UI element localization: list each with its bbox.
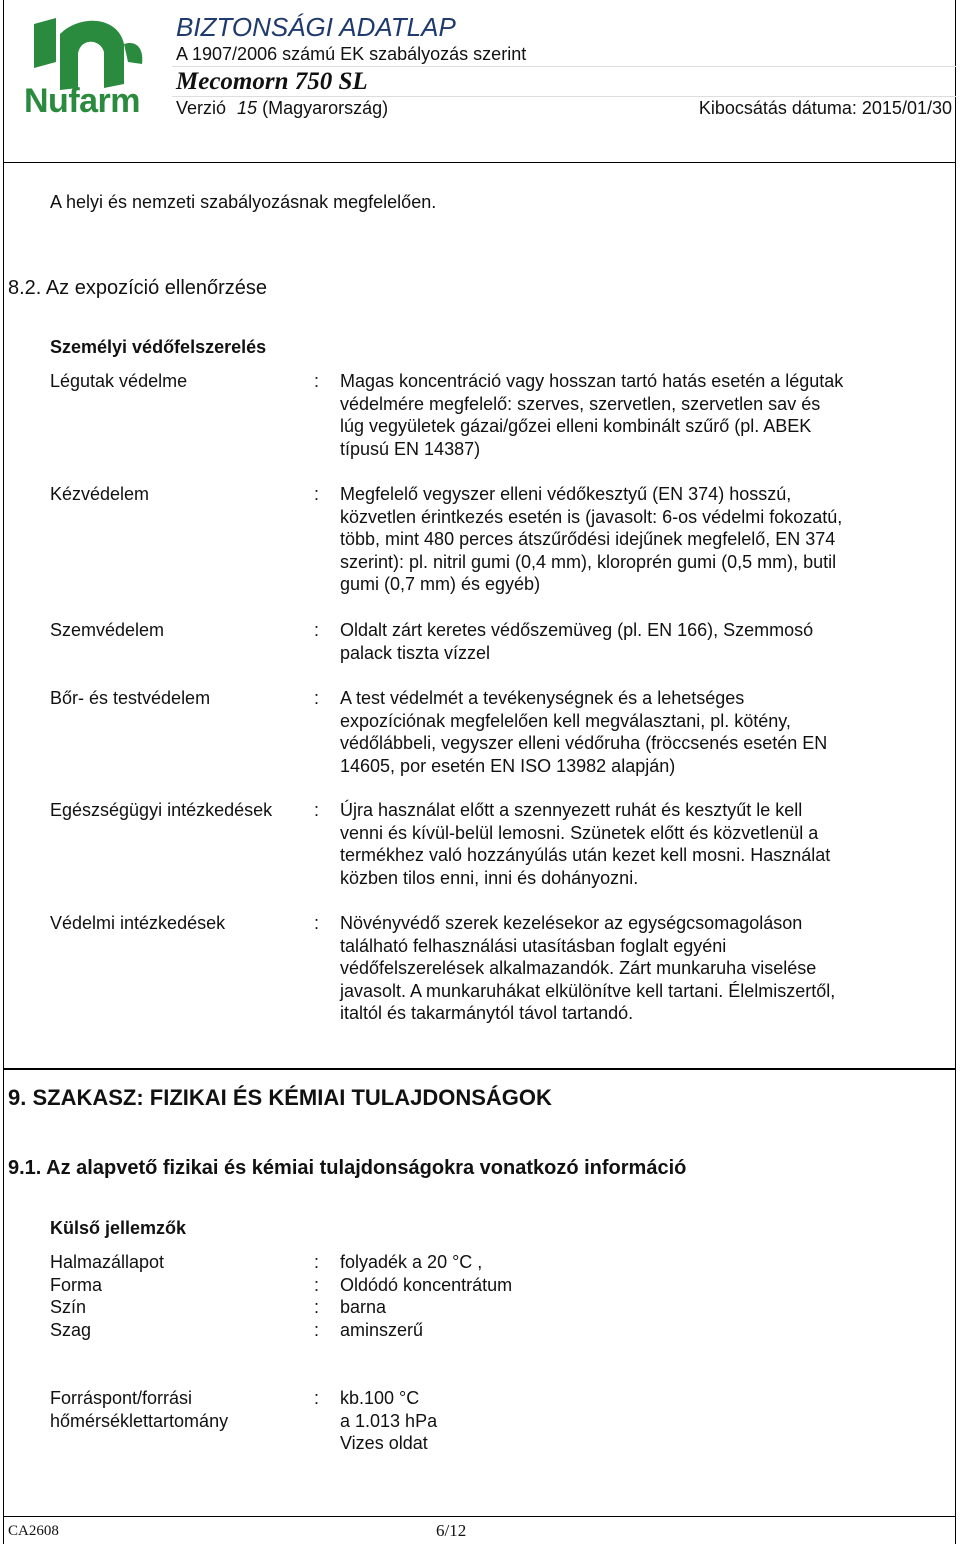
row-value-respiratory <box>340 370 900 460</box>
section-9-1-heading: 9.1. Az alapvető fizikai és kémiai tulajdonságokra vonatkozó információ <box>8 1157 687 1179</box>
text-line: Magas koncentráció vagy hosszan tartó hatás esetén a légutak <box>340 371 844 391</box>
row-label-protective: Védelmi intézkedések <box>50 913 226 933</box>
header-divider <box>172 66 956 67</box>
row-value-hand <box>340 483 900 596</box>
section-rule <box>4 1068 955 1070</box>
row-colon: : <box>314 620 320 640</box>
page-border-right <box>955 0 956 1544</box>
footer-doc-code: CA2608 <box>8 1523 59 1539</box>
header-divider <box>172 96 956 97</box>
prop-label-boiling <box>50 1387 228 1432</box>
section-9-heading: 9. SZAKASZ: FIZIKAI ÉS KÉMIAI TULAJDONSÁGOK <box>8 1085 552 1110</box>
logo-wordmark: Nufarm <box>24 82 141 120</box>
footer-rule <box>4 1516 955 1517</box>
text-line: kb.100 °C <box>340 1388 420 1408</box>
footer-page-number: 6/12 <box>436 1521 467 1540</box>
text-line: venni és kívül-belül lemosni. Szünetek előtt és közvetlenül a <box>340 822 819 843</box>
row-label-hygiene: Egészségügyi intézkedések <box>50 800 273 820</box>
text-line: A test védelmét a tevékenységnek és a lehetséges <box>340 688 745 708</box>
prop-label-state: Halmazállapot <box>50 1252 165 1272</box>
text-line: hőmérséklettartomány <box>50 1410 229 1431</box>
row-colon: : <box>314 1275 320 1295</box>
regulation-line: A 1907/2006 számú EK szabályozás szerint <box>176 44 527 64</box>
text-line: típusú EN 14387) <box>340 438 481 459</box>
row-colon: : <box>314 1297 320 1317</box>
prop-label-odor: Szag <box>50 1320 92 1340</box>
text-line: expozíciónak megfelelően kell megválasztani, pl. kötény, <box>340 710 791 731</box>
row-label-hand: Kézvédelem <box>50 484 150 504</box>
row-label-respiratory: Légutak védelme <box>50 371 188 391</box>
text-line: szerint): pl. nitril gumi (0,4 mm), kloroprén gumi (0,5 mm), butil <box>340 551 837 572</box>
text-line: termékhez való hozzányúlás után kezet kell mosni. Használat <box>340 845 831 865</box>
text-line: italtól és takarmánytól távol tartandó. <box>340 1003 634 1023</box>
prop-value-form: Oldódó koncentrátum <box>340 1275 513 1295</box>
text-line: Oldalt zárt keretes védőszemüveg (pl. EN 166), Szemmosó <box>340 620 814 640</box>
text-line: lúg vegyületek gázai/gőzei elleni kombinált szűrő (pl. ABEK <box>340 416 812 436</box>
prop-value-odor: aminszerű <box>340 1320 424 1340</box>
page-border-left <box>3 0 4 1544</box>
version-line <box>176 98 388 119</box>
document-title: BIZTONSÁGI ADATLAP <box>176 12 456 42</box>
text-line: közvetlen érintkezés esetén is (javasolt: 6-os védelmi fokozatú, <box>340 506 843 527</box>
prop-value-color: barna <box>340 1297 387 1317</box>
text-line: Újra használat előtt a szennyezett ruhát és kesztyűt le kell <box>340 800 803 820</box>
text-line: védőfelszerelések alkalmazandók. Zárt munkaruha viselése <box>340 958 817 978</box>
row-value-hygiene <box>340 799 900 889</box>
version-number: 15 <box>237 98 258 118</box>
row-label-skin: Bőr- és testvédelem <box>50 688 211 708</box>
text-line: 14605, por esetén EN ISO 13982 alapján) <box>340 755 676 776</box>
text-line: Megfelelő vegyszer elleni védőkesztyű (EN 374) hosszú, <box>340 484 792 504</box>
text-line: gumi (0,7 mm) és egyéb) <box>340 574 541 594</box>
row-value-eye <box>340 619 900 664</box>
row-colon: : <box>314 484 320 504</box>
prop-label-form: Forma <box>50 1275 103 1295</box>
prop-value-state: folyadék a 20 °C , <box>340 1252 483 1272</box>
text-line: palack tiszta vízzel <box>340 642 491 663</box>
row-colon: : <box>314 913 320 933</box>
text-line: Forráspont/forrási <box>50 1388 193 1408</box>
text-line: Növényvédő szerek kezelésekor az egységcsomagoláson <box>340 913 803 933</box>
row-value-protective <box>340 912 900 1025</box>
row-label-eye: Szemvédelem <box>50 620 165 640</box>
text-line: javasolt. A munkaruhákat elkülönítve kell tartani. Élelmiszertől, <box>340 980 836 1001</box>
text-line: védőlábbeli, vegyszer elleni védőruha (fröccsenés esetén EN <box>340 733 828 753</box>
ppe-subheading: Személyi védőfelszerelés <box>50 337 267 357</box>
text-line: közben tilos enni, inni és dohányozni. <box>340 867 639 888</box>
intro-text: A helyi és nemzeti szabályozásnak megfelelően. <box>50 192 437 212</box>
text-line: védelmére megfelelő: szerves, szervetlen, szervetlen sav és <box>340 393 821 414</box>
row-colon: : <box>314 371 320 391</box>
text-line: található felhasználási utasításban foglalt egyéni <box>340 935 727 956</box>
version-label: Verzió <box>176 98 227 118</box>
text-line: a 1.013 hPa <box>340 1410 438 1431</box>
row-colon: : <box>314 688 320 708</box>
product-name: Mecomorn 750 SL <box>176 68 368 95</box>
text-line: több, mint 480 perces átszűrődési idejűnek megfelelő, EN 374 <box>340 529 836 549</box>
prop-value-boiling <box>340 1387 900 1455</box>
external-properties-title: Külső jellemzők <box>50 1218 187 1238</box>
section-8-2-heading: 8.2. Az expozíció ellenőrzése <box>8 277 268 299</box>
row-colon: : <box>314 1388 320 1408</box>
row-colon: : <box>314 800 320 820</box>
version-country: (Magyarország) <box>262 98 389 118</box>
issue-date: Kibocsátás dátuma: 2015/01/30 <box>698 98 952 118</box>
prop-label-color: Szín <box>50 1297 87 1317</box>
header-bottom-rule <box>3 162 956 163</box>
row-colon: : <box>314 1320 320 1340</box>
row-colon: : <box>314 1252 320 1272</box>
text-line: Vizes oldat <box>340 1433 428 1453</box>
row-value-skin <box>340 687 900 777</box>
